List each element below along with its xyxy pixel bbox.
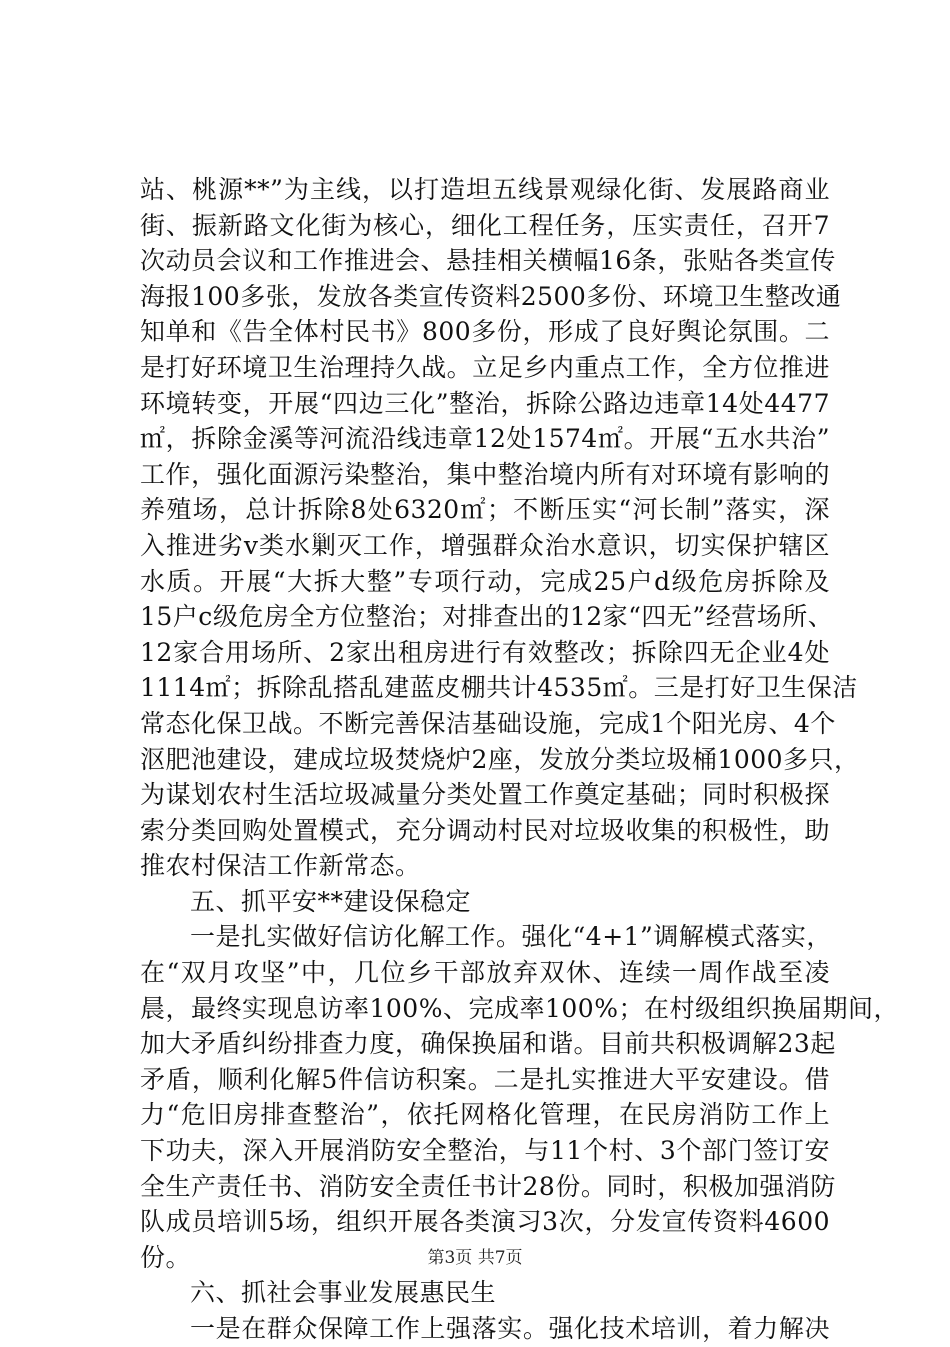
text-line: 入推进劣v类水剿灭工作，增强群众治水意识，切实保护辖区 xyxy=(140,530,830,560)
text-line: 环境转变，开展“四边三化”整治，拆除公路边违章14处4477 xyxy=(140,388,830,418)
text-line: 五、抓平安**建设保稳定 xyxy=(190,886,472,916)
text-line: 加大矛盾纠纷排查力度，确保换届和谐。目前共积极调解23起 xyxy=(140,1029,836,1059)
text-line: 全生产责任书、消防安全责任书计28份。同时，积极加强消防 xyxy=(140,1171,836,1201)
page-footer: 第3页 共7页 xyxy=(427,1248,523,1268)
text-line: 下功夫，深入开展消防安全整治，与11个村、3个部门签订安 xyxy=(140,1136,830,1166)
text-line: 是打好环境卫生治理持久战。立足乡内重点工作，全方位推进 xyxy=(140,352,830,382)
text-line: 队成员培训5场，组织开展各类演习3次，分发宣传资料4600 xyxy=(140,1207,830,1237)
text-line: 常态化保卫战。不断完善保洁基础设施，完成1个阳光房、4个 xyxy=(140,708,836,738)
text-line: 一是扎实做好信访化解工作。强化“4+1”调解模式落实， xyxy=(190,922,832,952)
text-line: 矛盾，顺利化解5件信访积案。二是扎实推进大平安建设。借 xyxy=(140,1064,830,1094)
text-line: 15户c级危房全方位整治；对排查出的12家“四无”经营场所、 xyxy=(140,602,834,632)
text-line: 推农村保洁工作新常态。 xyxy=(140,851,421,881)
text-line: 六、抓社会事业发展惠民生 xyxy=(190,1278,497,1308)
text-line: 海报100多张，发放各类宣传资料2500多份、环境卫生整改通 xyxy=(140,281,842,311)
text-line: 水质。开展“大拆大整”专项行动，完成25户d级危房拆除及 xyxy=(140,566,830,596)
text-line: 1114㎡；拆除乱搭乱建蓝皮棚共计4535㎡。三是打好卫生保洁 xyxy=(140,673,858,703)
text-line: 力“危旧房排查整治”，依托网格化管理，在民房消防工作上 xyxy=(140,1100,830,1130)
text-line: 份。 xyxy=(140,1242,192,1272)
text-line: 街、振新路文化街为核心，细化工程任务，压实责任，召开7 xyxy=(140,210,830,240)
text-line: 12家合用场所、2家出租房进行有效整改；拆除四无企业4处 xyxy=(140,637,830,667)
text-line: 工作，强化面源污染整治，集中整治境内所有对环境有影响的 xyxy=(140,459,830,489)
text-line: 次动员会议和工作推进会、悬挂相关横幅16条，张贴各类宣传 xyxy=(140,246,836,276)
text-line: ㎡，拆除金溪等河流沿线违章12处1574㎡。开展“五水共治” xyxy=(140,424,830,454)
text-line: 养殖场，总计拆除8处6320㎡；不断压实“河长制”落实，深 xyxy=(140,495,830,525)
text-line: 索分类回购处置模式，充分调动村民对垃圾收集的积极性，助 xyxy=(140,815,830,845)
text-line: 晨，最终实现息访率100%、完成率100%；在村级组织换届期间， xyxy=(140,993,899,1023)
document-body xyxy=(140,172,899,1347)
text-line: 知单和《告全体村民书》800多份，形成了良好舆论氛围。二 xyxy=(140,317,830,347)
text-line: 站、桃源**”为主线，以打造坦五线景观绿化街、发展路商业 xyxy=(140,175,830,204)
text-line: 一是在群众保障工作上强落实。强化技术培训，着力解决 xyxy=(190,1314,830,1343)
text-line: 为谋划农村生活垃圾减量分类处置工作奠定基础；同时积极探 xyxy=(140,780,830,810)
text-line: 沤肥池建设，建成垃圾焚烧炉2座，发放分类垃圾桶1000多只， xyxy=(140,744,860,774)
text-line: 在“双月攻坚”中，几位乡干部放弃双休、连续一周作战至凌 xyxy=(140,958,830,988)
